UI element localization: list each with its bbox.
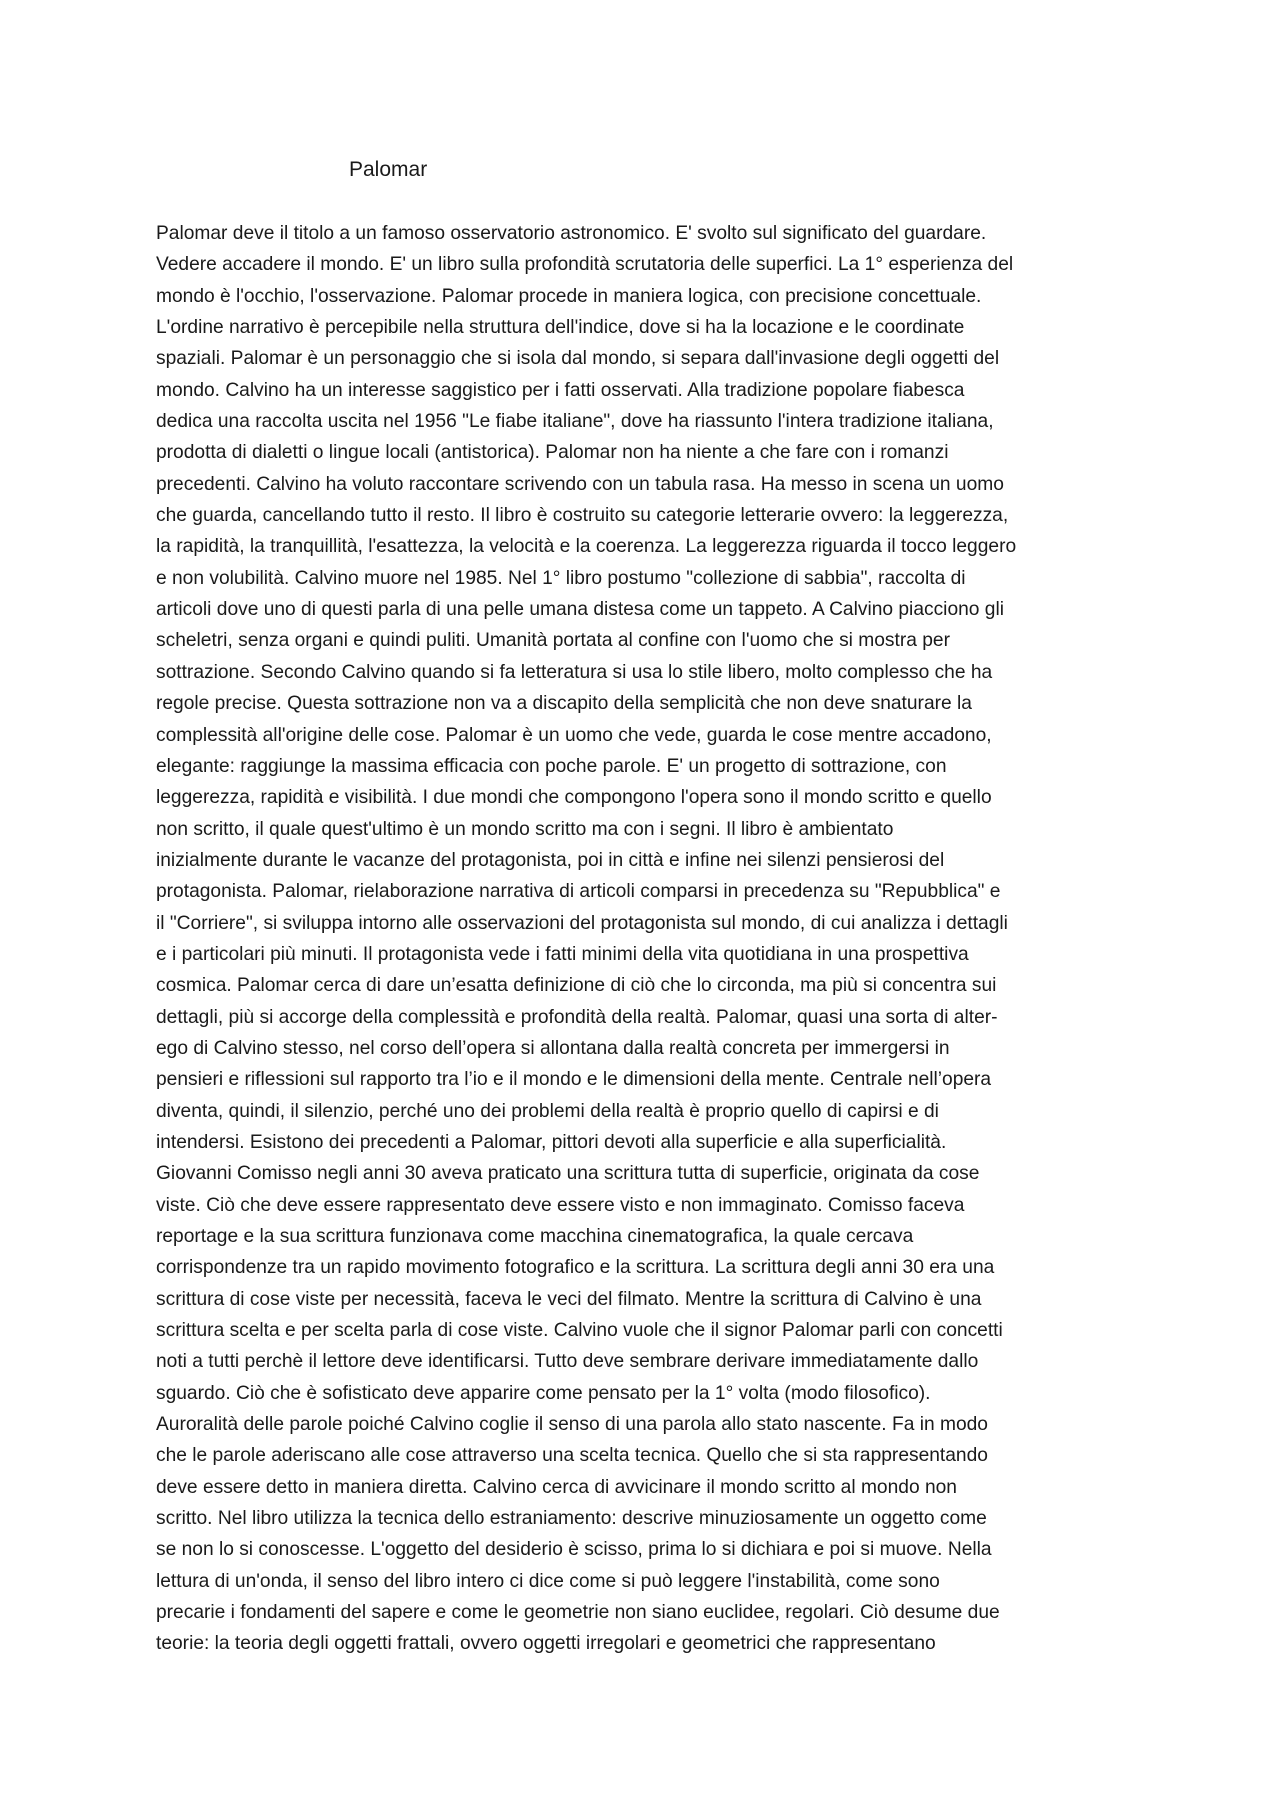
body-text-line: dettagli, più si accorge della complessità e profondità della realtà. Palomar, quasi una sorta di alter- [156, 1006, 998, 1028]
body-text-line: deve essere detto in maniera diretta. Calvino cerca di avvicinare il mondo scritto al mondo non [156, 1476, 957, 1498]
body-text-line: leggerezza, rapidità e visibilità. I due mondi che compongono l'opera sono il mondo scritto e quello [156, 787, 992, 809]
body-text-line: sguardo. Ciò che è sofisticato deve apparire come pensato per la 1° volta (modo filosofico). [156, 1382, 931, 1404]
body-text-line: complessità all'origine delle cose. Palomar è un uomo che vede, guarda le cose mentre accadono, [156, 724, 992, 746]
body-text-line: precedenti. Calvino ha voluto raccontare scrivendo con un tabula rasa. Ha messo in scena un uomo [156, 473, 1004, 495]
body-text-line: elegante: raggiunge la massima efficacia con poche parole. E' un progetto di sottrazione, con [156, 755, 947, 777]
body-text-line: che le parole aderiscano alle cose attraverso una scelta tecnica. Quello che si sta rappresentando [156, 1445, 988, 1467]
body-text-line: inizialmente durante le vacanze del protagonista, poi in città e infine nei silenzi pensierosi del [156, 849, 945, 871]
body-text-line: scrittura di cose viste per necessità, faceva le veci del filmato. Mentre la scrittura di Calvino è una [156, 1288, 982, 1310]
body-text-line: Giovanni Comisso negli anni 30 aveva praticato una scrittura tutta di superficie, originata da cose [156, 1163, 980, 1185]
body-text-line: corrispondenze tra un rapido movimento fotografico e la scrittura. La scrittura degli anni 30 era una [156, 1257, 995, 1279]
body-text-line: articoli dove uno di questi parla di una pelle umana distesa come un tappeto. A Calvino piacciono gli [156, 599, 1004, 621]
body-text-line: scritto. Nel libro utilizza la tecnica dello estraniamento: descrive minuziosamente un oggetto come [156, 1508, 987, 1530]
body-text-line: L'ordine narrativo è percepibile nella struttura dell'indice, dove si ha la locazione e le coordinate [156, 317, 965, 339]
body-text-line: non scritto, il quale quest'ultimo è un mondo scritto ma con i segni. Il libro è ambientato [156, 818, 894, 840]
body-text-line: e i particolari più minuti. Il protagonista vede i fatti minimi della vita quotidiana in una prospettiva [156, 943, 969, 965]
body-text-line: teorie: la teoria degli oggetti frattali, ovvero oggetti irregolari e geometrici che rappresentano [156, 1633, 936, 1655]
body-text-line: precarie i fondamenti del sapere e come le geometrie non siano euclidee, regolari. Ciò desume due [156, 1602, 1000, 1624]
document-body [156, 218, 1156, 1660]
body-text-line: che guarda, cancellando tutto il resto. Il libro è costruito su categorie letterarie ovvero: la leggerezza, [156, 505, 1009, 527]
body-text-line: il "Corriere", si sviluppa intorno alle osservazioni del protagonista sul mondo, di cui analizza i dettagli [156, 912, 1008, 934]
document-title: Palomar [349, 158, 428, 181]
body-text-line: spaziali. Palomar è un personaggio che si isola dal mondo, si separa dall'invasione degli oggetti del [156, 348, 1000, 370]
body-text-line: scheletri, senza organi e quindi puliti. Umanità portata al confine con l'uomo che si mostra per [156, 630, 950, 652]
body-text-line: protagonista. Palomar, rielaborazione narrativa di articoli comparsi in precedenza su "Repubblica" e [156, 881, 1001, 903]
body-text-line: mondo. Calvino ha un interesse saggistico per i fatti osservati. Alla tradizione popolare fiabesca [156, 379, 965, 401]
body-text-line: pensieri e riflessioni sul rapporto tra l’io e il mondo e le dimensioni della mente. Centrale nell’opera [156, 1069, 992, 1091]
body-text-line: scrittura scelta e per scelta parla di cose viste. Calvino vuole che il signor Palomar parli con concetti [156, 1320, 1003, 1342]
body-text-line: diventa, quindi, il silenzio, perché uno dei problemi della realtà è proprio quello di capirsi e di [156, 1100, 939, 1122]
body-text-line: Auroralità delle parole poiché Calvino coglie il senso di una parola allo stato nascente. Fa in modo [156, 1414, 988, 1436]
body-text-line: noti a tutti perchè il lettore deve identificarsi. Tutto deve sembrare derivare immediatamente dallo [156, 1351, 979, 1373]
body-text-line: mondo è l'occhio, l'osservazione. Palomar procede in maniera logica, con precisione concettuale. [156, 285, 982, 307]
body-text-line: e non volubilità. Calvino muore nel 1985. Nel 1° libro postumo "collezione di sabbia", raccolta di [156, 567, 966, 589]
body-text-line: cosmica. Palomar cerca di dare un’esatta definizione di ciò che lo circonda, ma più si concentra sui [156, 975, 997, 997]
body-text-line: regole precise. Questa sottrazione non va a discapito della semplicità che non deve snaturare la [156, 693, 972, 715]
body-text-line: se non lo si conoscesse. L'oggetto del desiderio è scisso, prima lo si dichiara e poi si muove. Nella [156, 1539, 992, 1561]
body-text-line: lettura di un'onda, il senso del libro intero ci dice come si può leggere l'instabilità, come sono [156, 1570, 940, 1592]
body-text-line: prodotta di dialetti o lingue locali (antistorica). Palomar non ha niente a che fare con i romanzi [156, 442, 949, 464]
body-text-line: intendersi. Esistono dei precedenti a Palomar, pittori devoti alla superficie e alla superficialità. [156, 1131, 947, 1153]
body-text-line: reportage e la sua scrittura funzionava come macchina cinematografica, la quale cercava [156, 1226, 914, 1247]
body-text-line: Palomar deve il titolo a un famoso osservatorio astronomico. E' svolto sul significato del guardare. [156, 223, 987, 244]
body-text-line: dedica una raccolta uscita nel 1956 "Le fiabe italiane", dove ha riassunto l'intera tradizione italiana, [156, 411, 994, 433]
body-text-line: la rapidità, la tranquillità, l'esattezza, la velocità e la coerenza. La leggerezza riguarda il tocco leggero [156, 536, 1017, 558]
body-text-line: Vedere accadere il mondo. E' un libro sulla profondità scrutatoria delle superfici. La 1° esperienza del [156, 254, 1014, 276]
body-text-line: viste. Ciò che deve essere rappresentato deve essere visto e non immaginato. Comisso faceva [156, 1194, 965, 1216]
body-text-line: sottrazione. Secondo Calvino quando si fa letteratura si usa lo stile libero, molto complesso che ha [156, 661, 993, 683]
body-text-line: ego di Calvino stesso, nel corso dell’opera si allontana dalla realtà concreta per immergersi in [156, 1037, 950, 1059]
